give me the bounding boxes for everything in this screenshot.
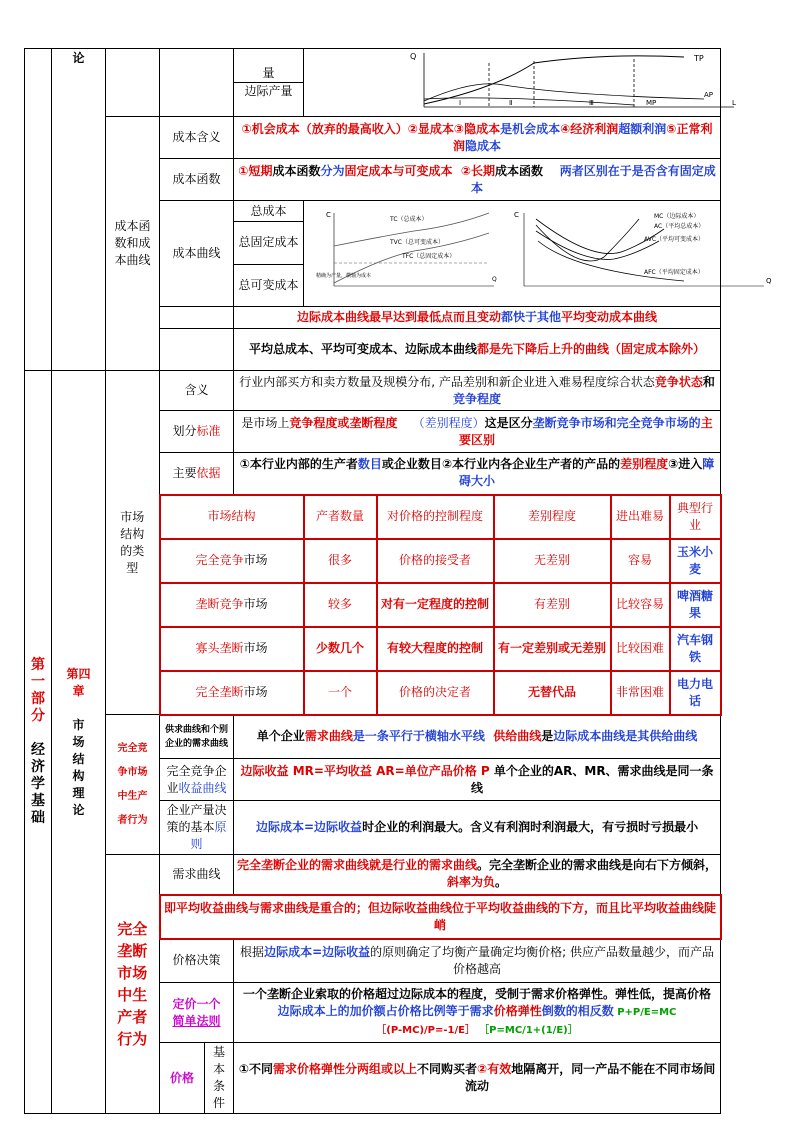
part-cell <box>25 371 52 1114</box>
market-name <box>160 539 304 583</box>
count: 少数几个 <box>304 627 377 671</box>
text-span: 主要 <box>172 465 197 480</box>
chapter-cell <box>52 371 106 1114</box>
text-span: ［(P-MC)/P=-1/E］ <box>376 1025 475 1036</box>
text-span: 固定成本与可变成本 <box>344 163 453 178</box>
production-graph-cell <box>304 49 736 117</box>
graph-label: MC（边际成本） <box>654 213 700 220</box>
blank-cell <box>160 329 234 371</box>
header-market: 市场结构 <box>160 495 304 539</box>
text-span: 需求价格弹性 <box>273 1062 346 1076</box>
graph-label: Ⅱ <box>509 99 513 107</box>
text-span: 都快于其他 <box>501 310 562 324</box>
graph-label: Q <box>766 277 772 285</box>
text-span: 成本函数 <box>272 163 321 178</box>
text-span: 完全竞争 <box>195 553 244 567</box>
chapter-title: 市场结构理论 <box>72 717 85 817</box>
text-span: 行业内部买方和卖方数量及规模分布, 产品差别和新企业进入难易程度综合状态 <box>239 374 655 389</box>
text-span: ①短期 <box>238 163 273 178</box>
main-basis-text <box>234 453 721 495</box>
text-span: 地隔离开，同一产品不能在不同市场间流动 <box>465 1062 716 1093</box>
notes-table <box>24 48 772 1114</box>
text-span: 不同购买者 <box>417 1062 478 1076</box>
ease: 非常困难 <box>611 671 670 715</box>
text-span: ③隐成本 <box>453 121 501 136</box>
cost-func-text <box>234 159 721 201</box>
text-span: 竞争程度 <box>453 391 502 406</box>
graph-label: AC（平均总成本） <box>654 223 705 230</box>
text-span: 主要区别 <box>459 415 713 447</box>
mono-price-label: 价格决策 <box>160 939 234 983</box>
text-span: 分两组或以上 <box>345 1062 418 1076</box>
text-span: 。 <box>495 875 508 890</box>
graph-label: L <box>732 99 736 107</box>
text-span: 价格弹性 <box>493 1004 542 1018</box>
text-span: = <box>303 820 315 834</box>
text-span: 需求曲线 <box>304 729 353 744</box>
cond-label: 基本条件 <box>212 1045 225 1110</box>
count: 一个 <box>304 671 377 715</box>
graph-label: TFC（总固定成本） <box>402 253 456 260</box>
text-span: （差别程度） <box>412 415 485 430</box>
pc-output-text <box>234 801 721 855</box>
text-span: 和 <box>702 374 715 389</box>
blank-cell <box>160 49 234 117</box>
text-span: ②显成本 <box>407 121 454 136</box>
text-span: ①本行业内部的生产者 <box>239 457 358 472</box>
graph-label: TP <box>694 54 704 63</box>
text-span: 数目 <box>357 457 382 472</box>
text-span: 分为 <box>320 163 345 178</box>
chapter-label: 第四章 <box>66 666 91 698</box>
text-span: 障碍大小 <box>459 457 715 489</box>
example: 电力电话 <box>670 671 721 715</box>
pc-demand-label: 供求曲线和个别企业的需求曲线 <box>160 715 234 759</box>
text-span: 竞争状态 <box>654 374 703 389</box>
example: 啤酒糖果 <box>670 583 721 627</box>
cond-text <box>234 1043 721 1114</box>
text-span: 原则 <box>190 820 227 851</box>
diff: 有一定差别或无差别 <box>494 627 611 671</box>
header-count: 产者数量 <box>304 495 377 539</box>
text-span: P+P/E=MC <box>613 1007 677 1018</box>
text-span: 时企业的利润最大。含义有利润时利润最大，有亏损时亏损最小 <box>362 820 699 834</box>
text-span: ②本行业内各企业生产者的产品的 <box>441 457 621 472</box>
mono-demand-label: 需求曲线 <box>160 855 234 895</box>
cost-meaning-text <box>234 117 721 159</box>
text-span: 垄断竞争 <box>195 597 244 611</box>
text-span: 隐成本 <box>465 138 502 153</box>
graph-label: TC（总成本） <box>390 216 428 223</box>
lun-cell: 论 <box>52 49 106 371</box>
text-span: 单个企业 <box>256 729 305 744</box>
text-span: 简单法则 <box>172 1013 221 1028</box>
mono-demand-text <box>234 855 721 895</box>
text-span: MR=平均收益 AR=单位产品价格 P <box>288 763 490 778</box>
text-span: 寡头垄断 <box>195 641 244 655</box>
text-span: ④经济利润 <box>560 121 619 136</box>
text-span: 单个企业的AR、MR、需求曲线是同一条线 <box>471 763 714 795</box>
graph-label: C <box>326 211 331 219</box>
text-span: 。完全垄断企业的需求曲线是向右下方倾斜， <box>477 858 718 873</box>
graph-label: AVC（平均可变成本） <box>644 236 705 243</box>
text-span: 市场 <box>243 641 268 655</box>
text-span: 超额利润 <box>618 121 667 136</box>
graph-label: MP <box>646 99 657 107</box>
text-span: 市场 <box>243 685 268 699</box>
text-span: 平均总成本、平均可变成本、边际成本曲线 <box>249 342 478 356</box>
text-span: 成本函数 <box>495 163 544 178</box>
text-span: 倒数的相反数 <box>541 1004 614 1018</box>
graph-label: C <box>514 211 519 219</box>
text-span: 边际收益 <box>240 763 289 778</box>
notes-page <box>24 48 772 1114</box>
mono-rule-label <box>160 983 234 1043</box>
mp-label: 边际产量 <box>244 84 293 98</box>
part-label: 第一部分 <box>31 657 45 724</box>
part-blank-cell <box>25 49 52 371</box>
text-span: 或企业数目 <box>381 457 442 472</box>
text-span: 垄断竞争市场和完全竞争市场的 <box>532 415 701 430</box>
text-span: ［P=MC/1+(1/E)］ <box>479 1025 578 1036</box>
text-span: 是市场上 <box>241 415 290 430</box>
variable-cost-label: 总可变成本 <box>234 264 304 306</box>
production-curves-graph <box>304 49 789 111</box>
example: 玉米小麦 <box>670 539 721 583</box>
text-span: 边际收益 <box>314 820 363 834</box>
text-span: 市场 <box>243 597 268 611</box>
text-span: 是机会成本 <box>500 121 561 136</box>
text-span: 标准 <box>196 424 221 438</box>
text-span: 边际成本 <box>255 820 304 834</box>
basis-label <box>160 411 234 453</box>
text-span: 供给曲线 <box>493 729 542 744</box>
price-disc-cell <box>160 1043 234 1114</box>
text-span: 两者区别在于是否含有固定成本 <box>471 163 716 195</box>
mono-revenue-rule: 即平均收益曲线与需求曲线是重合的；但边际收益曲线位于平均收益曲线的下方，而且比平均收益曲线陡峭 <box>160 895 721 939</box>
text-span: ①不同 <box>238 1062 273 1076</box>
main-basis-label <box>160 453 234 495</box>
graph-label: 精确为产量，横轴为成本 <box>316 273 372 279</box>
mp-label-cell <box>234 49 304 117</box>
mono-group-label: 完全垄断市场中生产者行为 <box>117 920 148 1048</box>
market-name <box>160 627 304 671</box>
market-name <box>160 583 304 627</box>
graph-label: Ⅲ <box>589 99 594 107</box>
text-span: 是一条平行于横轴水平线 <box>352 729 485 744</box>
pc-demand-text <box>234 715 721 759</box>
price-disc-subtable <box>160 1043 233 1113</box>
market-group-label: 市场结构的类型 <box>120 509 145 575</box>
cost-group-label: 成本函数和成本曲线 <box>114 219 151 267</box>
cost-graphs-cell <box>304 201 772 307</box>
header-example: 典型行业 <box>670 495 721 539</box>
text-span: 一个垄断企业索取的价格超过边际成本的程度，受制于需求价格弹性。弹性低，提高价格 <box>243 987 712 1001</box>
text-span: 市场 <box>243 553 268 567</box>
cost-curves-graph <box>304 201 789 301</box>
text-span: 依据 <box>196 465 221 480</box>
text-span: 边际成本上的加价额占价格比例等于需求 <box>277 1004 494 1018</box>
graph-label: Q <box>492 276 497 283</box>
graph-label: AFC（平均固定成本） <box>644 269 704 276</box>
graph-label: TVC（总可变成本） <box>390 239 444 246</box>
pc-revenue-label <box>160 759 234 801</box>
text-span: ②有效 <box>477 1062 512 1076</box>
text-span: 差别程度 <box>620 457 669 472</box>
cost-group-cell <box>106 117 160 371</box>
blank-cell <box>106 49 160 117</box>
graph-label: Q <box>410 52 417 61</box>
mc-rule-text <box>234 307 721 329</box>
mp-top-label: 量 <box>234 65 303 83</box>
price-disc-label: 价格 <box>160 1043 205 1113</box>
text-span: 边际成本 <box>297 310 346 324</box>
text-span: ③进入 <box>668 457 703 472</box>
count: 较多 <box>304 583 377 627</box>
graph-label: Ⅰ <box>459 99 462 107</box>
cost-meaning-label: 成本含义 <box>160 117 234 159</box>
text-span: 边际成本=边际收益 <box>264 944 371 959</box>
text-span: 完全竞争企业 <box>166 763 227 795</box>
text-span: 是其供给曲线 <box>625 729 698 744</box>
diff: 有差别 <box>494 583 611 627</box>
text-span: ①机会成本（放弃的最高收入） <box>241 121 408 136</box>
text-span: 这是区分 <box>484 415 533 430</box>
market-group-cell <box>106 371 160 715</box>
diff: 无替代品 <box>494 671 611 715</box>
text-span: 曲线最早达到最低点而且变动 <box>345 310 502 324</box>
text-span: ②长期 <box>460 163 496 178</box>
total-cost-label: 总成本 <box>234 201 304 222</box>
ease: 容易 <box>611 539 670 583</box>
pc-output-label <box>160 801 234 855</box>
ease: 比较困难 <box>611 627 670 671</box>
text-span: 企业产量决策的基本 <box>166 803 227 834</box>
count: 很多 <box>304 539 377 583</box>
text-span: 平均变动成本曲线 <box>561 310 658 324</box>
control: 对有一定程度的控制 <box>377 583 494 627</box>
avg-rule-text <box>234 329 721 371</box>
text-span: 划分 <box>172 424 197 438</box>
fixed-cost-label: 总固定成本 <box>234 222 304 264</box>
example: 汽车钢铁 <box>670 627 721 671</box>
market-meaning-label: 含义 <box>160 371 234 411</box>
mono-group-cell <box>106 855 160 1114</box>
header-ease: 进出难易 <box>611 495 670 539</box>
text-span: 是 <box>541 729 554 744</box>
pc-group-cell <box>106 715 160 855</box>
graph-label: AP <box>704 91 714 99</box>
control: 有较大程度的控制 <box>377 627 494 671</box>
mono-price-text <box>234 939 721 983</box>
pc-revenue-text <box>234 759 721 801</box>
text-span: 根据 <box>240 944 265 959</box>
text-span: 的原则确定了均衡产量确定均衡价格; 供应产品数量越少，而产品价格越高 <box>370 944 714 976</box>
basis-text <box>234 411 721 453</box>
ease: 比较容易 <box>611 583 670 627</box>
control: 价格的决定者 <box>377 671 494 715</box>
header-diff: 差别程度 <box>494 495 611 539</box>
text-span: 都是先下降后上升的曲线（固定成本除外） <box>477 342 706 356</box>
text-span: 收益曲线 <box>178 780 227 795</box>
text-span: 完全垄断企业的需求曲线就是行业的需求曲线 <box>237 858 478 873</box>
subject-label: 经济学基础 <box>31 742 45 826</box>
pc-group-label: 完全竞争市场中生产者行为 <box>117 742 148 826</box>
cost-func-label: 成本函数 <box>160 159 234 201</box>
market-meaning-text <box>234 371 721 411</box>
cost-curve-label: 成本曲线 <box>160 201 234 307</box>
control: 价格的接受者 <box>377 539 494 583</box>
mono-rule-text <box>234 983 721 1043</box>
text-span: 竞争程度或垄断程度 <box>289 415 398 430</box>
text-span: 斜率为负 <box>447 875 496 890</box>
text-span: 完全垄断 <box>195 685 244 699</box>
text-span: 边际成本曲线 <box>553 729 626 744</box>
diff: 无差别 <box>494 539 611 583</box>
blank-cell <box>160 307 234 329</box>
header-control: 对价格的控制程度 <box>377 495 494 539</box>
text-span: 定价一个 <box>172 996 221 1011</box>
text-span: ⑤正常利润 <box>453 121 713 153</box>
market-name <box>160 671 304 715</box>
